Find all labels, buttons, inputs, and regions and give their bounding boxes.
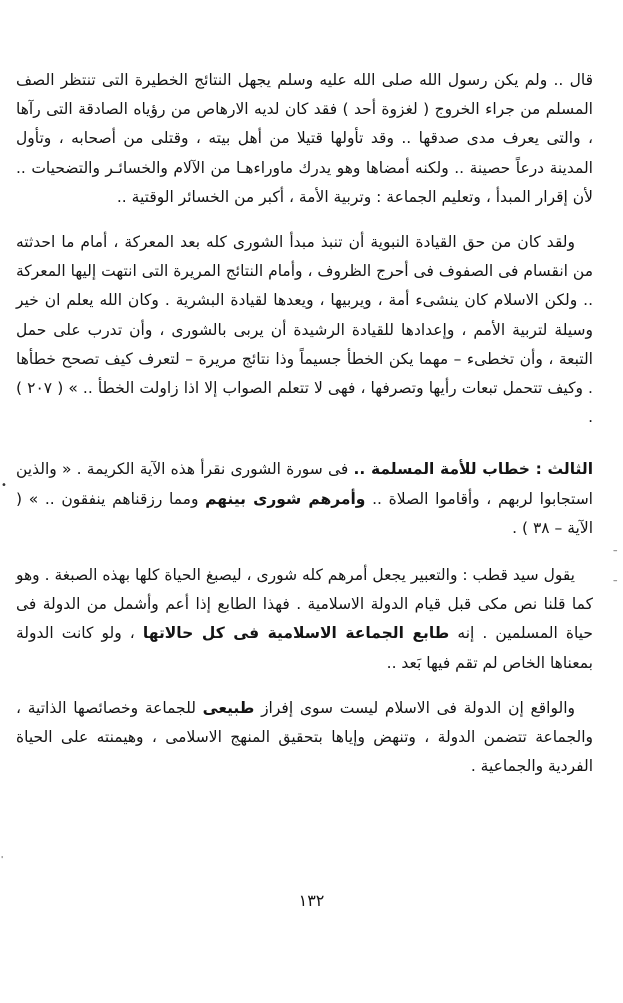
paragraph-4-text-after: ، ولو كانت الدولة بمعناها الخاص لم تقم فيها بَعد .. — [16, 624, 593, 672]
paragraph-4-text-before: يقول سيد قطب : والتعبير يجعل أمرهم كله شورى ، ليصبغ الحياة كلها بهذه الصبغة . وهو كما قلنا نص مكى قبل قيام الدولة الاسلامية . فهذا الطابع إذا أعم وأشمل من الدولة فى حياة المسلمين . إنه — [16, 566, 593, 643]
margin-mark-tick: ' — [1, 855, 4, 864]
paragraph-3 — [16, 455, 593, 543]
paragraph-5 — [16, 694, 593, 782]
paragraph-1 — [16, 66, 593, 212]
margin-mark-dash-2: – — [613, 576, 618, 586]
section-heading-third: الثالث : خطاب للأمة المسلمة .. — [353, 460, 594, 479]
paragraph-5-text-before: والواقع إن الدولة فى الاسلام ليست سوى إفراز — [254, 698, 575, 717]
paragraph-3-bold-phrase: وأمرهم شورى بينهم — [205, 489, 366, 508]
page-number: ١٣٢ — [298, 891, 325, 910]
paragraph-4 — [16, 561, 593, 678]
paragraph-1-text: قال .. ولم يكن رسول الله صلى الله عليه وسلم يجهل النتائج الخطيرة التى تنتظر الصف المسلم من جراء الخروج ( لغزوة أحد ) فقد كان لديه الارهاص من رؤياه الصادقة التى رآها ، والتى يعرف مدى صدقها .. وقد تأولها قتيلا من أهل بيته ، وقتلى من أصحابه ، وتأول المدينة درعاً حصينة .. ولكنه أمضاها وهو يدرك ماوراءهـا من الآلام والخسائـر والتضحيات .. لأن إقرار المبدأ ، وتعليم الجماعة : وتربية الأمة ، أكبر من الخسائر الوقتية .. — [16, 71, 593, 206]
paragraph-5-bold-phrase: طبيعى — [202, 698, 255, 717]
margin-mark-dash-1: – — [613, 546, 618, 556]
margin-mark-dot: • — [1, 480, 7, 491]
paragraph-2 — [16, 228, 593, 432]
paragraph-5-text-after: للجماعة وخصائصها الذاتية ، والجماعة تتضمن الدولة ، وتنهض وإياها بتحقيق المنهج الاسلامى ، وهيمنته على الحياة الفردية والجماعية . — [16, 698, 593, 776]
paragraph-3-text-after: ومما رزقناهم ينفقون .. » ( الآية – ٣٨ ) . — [16, 489, 593, 537]
page-body — [16, 66, 593, 781]
paragraph-4-bold-phrase: طابع الجماعة الاسلامية فى كل حالاتها — [142, 624, 450, 643]
paragraph-3-text-before: فى سورة الشورى نقرأ هذه الآية الكريمة . « والذين استجابوا لربهم ، وأقاموا الصلاة .. — [16, 460, 593, 508]
paragraph-2-text: ولقد كان من حق القيادة النبوية أن تنبذ مبدأ الشورى كله بعد المعركة ، أمام ما احدثته من انقسام فى الصفوف فى أحرج الظروف ، وأمام النتائج المريرة التى انتهت إليها المعركة .. ولكن الاسلام كان ينشىء أمة ، ويربيها ، ويعدها لقيادة البشرية . وكان الله يعلم ان خير وسيلة لتربية الأمم ، وإعدادها للقيادة الرشيدة أن يربى بالشورى ، وأن تدرب على حمل التبعة ، وأن تخطىء – مهما يكن الخطأ جسيماً وذا نتائج مريرة – لتعرف كيف تصحح خطأها . وكيف تتحمل تبعات رأيها وتصرفها ، فهى لا تتعلم الصواب إلا اذا زاولت الخطأ .. » ( ٢٠٧ ) . — [16, 233, 593, 427]
